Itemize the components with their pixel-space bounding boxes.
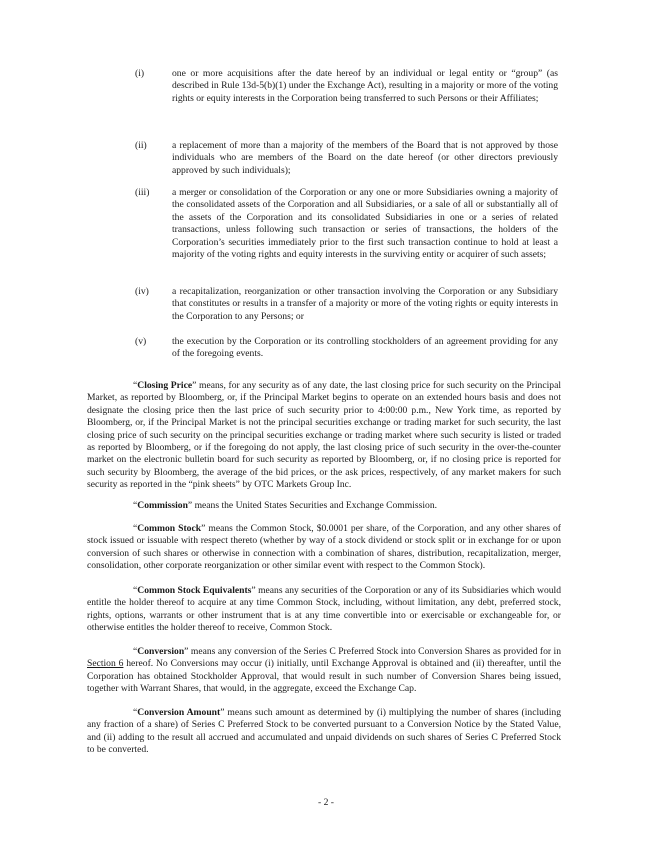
definition-conversion	[87, 646, 561, 696]
definition-common-stock	[87, 523, 561, 573]
clause-number: (ii)	[135, 140, 147, 151]
clause-number: (iii)	[135, 187, 150, 198]
quote-mark: “	[133, 380, 138, 391]
quote-mark: “	[133, 523, 138, 534]
defined-term: Commission	[137, 500, 188, 511]
clause-text: the execution by the Corporation or its controlling stockholders of an agreement providing for any of the foregoing events.	[172, 336, 558, 360]
definition-text: ” means the Common Stock, $0.0001 per share, of the Corporation, and any other shares of stock issued or issuable with respect thereto (whether by way of a stock dividend or stock split or in exchange for or upon conversion of such shares or otherwise in connection with a combination of shares, distribution, recapitalization, merger, consolidation, other corporate reorganization or other similar event with respect to the Common Stock).	[87, 523, 561, 572]
clause-text: one or more acquisitions after the date hereof by an individual or legal entity or “group” (as described in Rule 13d-5(b)(1) under the Exchange Act), resulting in a majority or more of the voting rights or equity interests in the Corporation being transferred to such Persons or their Affiliates;	[172, 68, 558, 104]
quote-mark: “	[133, 707, 138, 718]
definition-text: ” means, for any security as of any date, the last closing price for such security on the Principal Market, as reported by Bloomberg, or, if the Principal Market begins to operate on an extended hours basis and does not designate the closing price then the last price of such security prior to 4:00:00 p.m., New York time, as reported by Bloomberg, or, if the Principal Market is not the principal securities exchange or trading market for such security, the last closing price of such security on the principal securities exchange or trading market where such security is listed or traded as reported by Bloomberg, or if the foregoing do not apply, the last closing price of such security in the over-the-counter market on the electronic bulletin board for such security as reported by Bloomberg, or, if no closing price is reported for such security by Bloomberg, the average of the bid prices, or the ask prices, respectively, of any market makers for such security as reported in the “pink sheets” by OTC Markets Group Inc.	[87, 380, 561, 491]
definition-text: ” means any conversion of the Series C Preferred Stock into Conversion Shares as provided for in	[184, 646, 561, 657]
quote-mark: “	[133, 585, 138, 596]
definition-common-stock-equivalents	[87, 585, 561, 635]
clause-number: (i)	[135, 68, 145, 79]
page-number: - 2 -	[318, 797, 334, 808]
clause-text: a replacement of more than a majority of the members of the Board that is not approved by those individuals who are members of the Board on the date hereof (or other directors previously approved by such individuals);	[172, 140, 558, 176]
definition-text: ” means any securities of the Corporation or any of its Subsidiaries which would entitle the holder thereof to acquire at any time Common Stock, including, without limitation, any debt, preferred stock, rights, options, warrants or other instrument that is at any time convertible into or exercisable or exchangeable for, or otherwise entitles the holder thereof to receive, Common Stock.	[87, 585, 561, 634]
clause-number: (iv)	[135, 286, 149, 297]
defined-term: Conversion	[137, 646, 185, 657]
definition-text: ” means the United States Securities and Exchange Commission.	[187, 500, 438, 511]
quote-mark: “	[133, 646, 138, 657]
section-reference: Section 6	[87, 658, 124, 670]
defined-term: Conversion Amount	[137, 707, 221, 718]
definition-conversion-amount	[87, 707, 561, 757]
clause-text: a merger or consolidation of the Corporation or any one or more Subsidiaries owning a majority of the consolidated assets of the Corporation and all Subsidiaries, or a sale of all or substantially all of the assets of the Corporation and its consolidated Subsidiaries in one or a series of related transactions, unless following such transaction or series of transactions, the holders of the Corporation’s securities immediately prior to the first such transaction continue to hold at least a majority of the voting rights and equity interests in the surviving entity or acquirer of such assets;	[172, 187, 558, 261]
defined-term: Closing Price	[137, 380, 193, 391]
definition-commission	[87, 500, 561, 512]
defined-term: Common Stock	[137, 523, 202, 534]
quote-mark: “	[133, 500, 138, 511]
definition-text: ” means such amount as determined by (i) multiplying the number of shares (including any fraction of a share) of Series C Preferred Stock to be converted pursuant to a Conversion Notice by the Stated Value, and (ii) adding to the result all accrued and accumulated and unpaid dividends on such shares of Series C Preferred Stock to be converted.	[87, 707, 561, 756]
clause-text: a recapitalization, reorganization or other transaction involving the Corporation or any Subsidiary that constitutes or results in a transfer of a majority or more of the voting rights or equity interests in the Corporation to any Persons; or	[172, 286, 558, 322]
definition-text: hereof. No Conversions may occur (i) initially, until Exchange Approval is obtained and (ii) thereafter, until the Corporation has obtained Stockholder Approval, that would result in such number of Conversion Shares being issued, together with Warrant Shares, that would, in the aggregate, exceed the Exchange Cap.	[87, 658, 561, 695]
defined-term: Common Stock Equivalents	[137, 585, 252, 596]
clause-number: (v)	[135, 336, 147, 347]
definition-closing-price	[87, 380, 561, 492]
